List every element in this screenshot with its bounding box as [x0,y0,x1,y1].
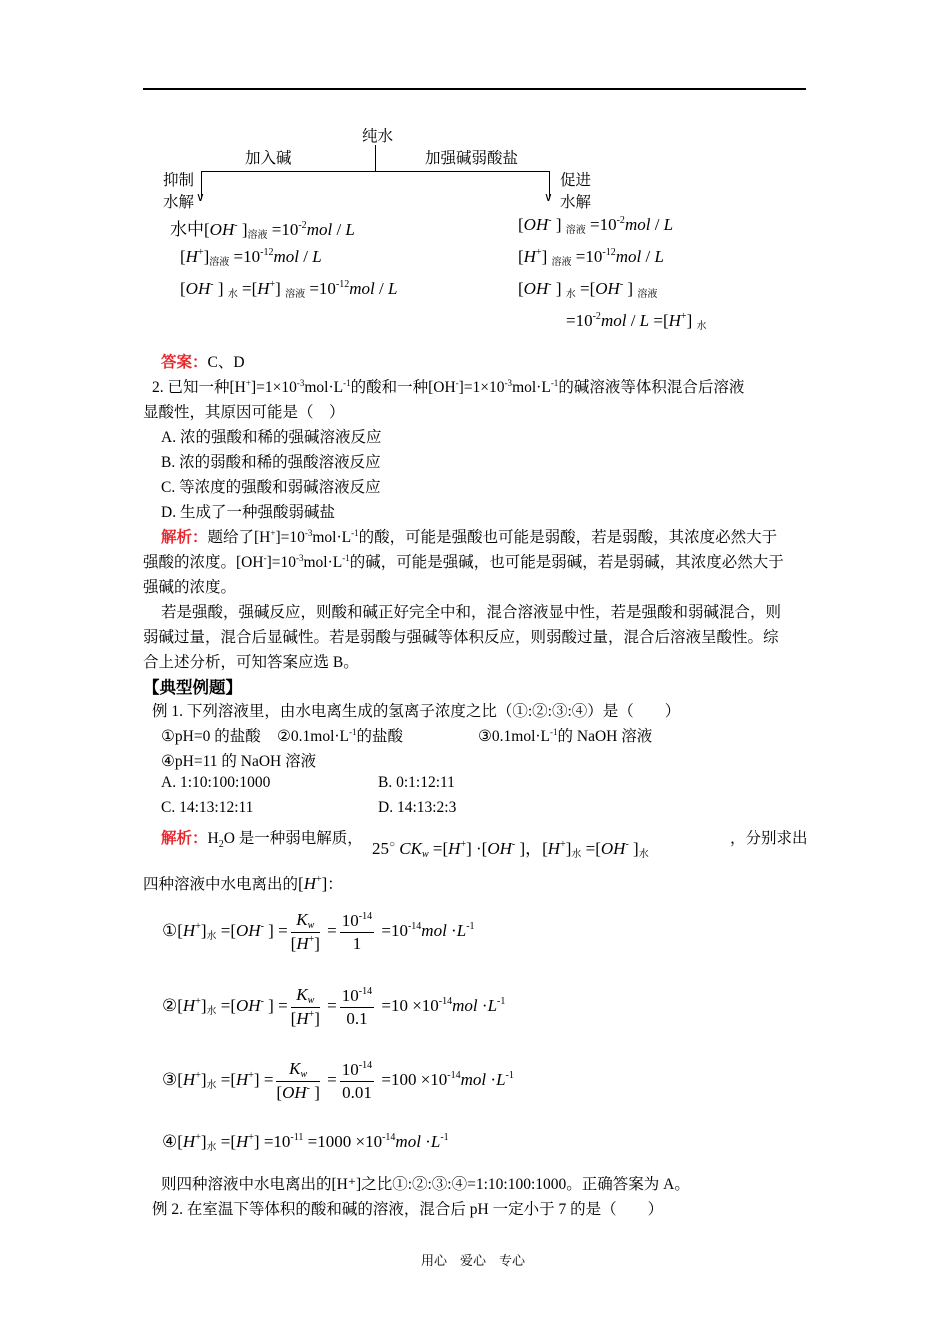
analysis-3-line-1: 解析：$H_2O$ 是一种弱电解质， [161,830,363,851]
right-arrow-label-2: 水解 [560,194,592,211]
analysis-3-tail: ，分别求出 [730,830,808,847]
example-1-solution-3: $③0.1mol\cdot L^{-1}$的 NaOH 溶液 [478,726,653,745]
right-arrow-icon: ∨ [544,190,553,204]
right-eq-4: $=10^{-2}mol / L =[H^+]$ $_水$ [566,311,707,332]
section-title: 【典型例题】 [143,678,242,697]
question-2-line-1: 2. 已知一种$[H^+]=1\times 10^{-3}mol\cdot L^{-1}$的酸和一种$[OH^-]=1\times 10^{-3}mol\cdot L^{-1}$的碱溶液等体积混合后溶液 [152,377,745,396]
equation-1: $①[H^+]_水 =[OH^-$ ] = $\frac{K_w}{[H^+]}$ = $\frac{10^{-14}}{1}$ $=10^{-14}mol \cdot L^{-1}$ [162,910,475,953]
right-branch-label: 加强碱弱酸盐 [425,150,519,167]
left-arrow-label-2: 水解 [163,194,195,211]
conclusion: 则四种溶液中水电离出的[H⁺]之比①:②:③:④=1:10:100:1000。正确答案为 A。 [161,1176,690,1193]
right-eq-1: [OH- ] $_{溶液} =10^{-2}mol / L$ [518,215,674,236]
example-1-solution-2: $②0.1mol\cdot L^{-1}$的盐酸 [277,726,404,745]
right-eq-2: [H+] $_{溶液} =10^{-12}mol / L$ [518,247,664,268]
right-eq-3: [OH- ] $_水$ =[OH- ] $_{溶液}$ [518,279,658,300]
example-1-solution-1: ①pH=0 的盐酸 [161,728,261,745]
left-arrow-icon: ∨ [196,190,205,204]
example-1-option-a: A. 1:10:100:1000 [161,774,271,791]
right-arrow-label-1: 促进 [560,172,592,189]
example-2-stem: 例 2. 在室温下等体积的酸和碱的溶液，混合后 pH 一定小于 7 的是（ ） [152,1201,664,1218]
analysis-2-line-1: 解析：题给了$[H^+]=10^{-3}mol\cdot L^{-1}$的酸，可能是强酸也可能是弱酸，若是弱酸，其浓度必然大于 [161,527,778,546]
example-1-option-b: B. 0:1:12:11 [378,774,455,791]
example-1-option-c: C. 14:13:12:11 [161,799,254,816]
example-1-stem: 例 1. 下列溶液里，由水电离生成的氢离子浓度之比（①:②:③:④）是（ ） [152,703,681,720]
left-branch-label: 加入碱 [245,150,292,167]
analysis-2-para-2-line-2: 弱碱过量，混合后显碱性。若是弱酸与强碱等体积反应，则弱酸过量，混合后溶液呈酸性。综 [143,629,779,646]
left-arrow-label-1: 抑制 [163,172,195,189]
option-d: D. 生成了一种强酸弱碱盐 [161,504,335,521]
analysis-3-line-2: 四种溶液中水电离出的[H+]： [143,874,343,893]
left-eq-2: $[H^+]_{溶液} =10^{-12}mol / L$ [180,247,322,268]
diagram-top-label: 纯水 [362,128,394,145]
left-eq-3: [OH- ] $_水$ =[H+] $_{溶液} =10^{-12}mol / L$ [180,279,398,300]
equation-3: $③[H^+]_水 =[H^+]$ = $\frac{K_w}{[OH^- ]}$ = $\frac{10^{-14}}{0.01}$ $=100 \times 10^{-14}mol \cdot L^{-1}$ [162,1059,514,1102]
analysis-2-para-2-line-3: 合上述分析，可知答案应选 B。 [143,654,359,671]
footer: 用心 爱心 专心 [421,1253,526,1268]
example-1-option-d: D. 14:13:2:3 [378,799,457,816]
analysis-2-para-2-line-1: 若是强酸，强碱反应，则酸和碱正好完全中和，混合溶液显中性，若是强酸和弱碱混合，则 [161,604,782,621]
left-eq-1: 水中[OH- ]$_{溶液} =10^{-2}mol / L$ [170,220,355,241]
kw-equation: 25○ $CK_w =[H^+] \cdot[OH^-$ ]，$[H^+]_水 =[OH^-$ ]$_水$ [372,839,649,860]
question-2-line-2: 显酸性，其原因可能是（ ） [143,404,345,421]
analysis-2-line-2: 强酸的浓度。$[OH^-]=10^{-3}mol\cdot L^{-1}$的碱，可能是强碱，也可能是弱碱，若是弱碱，其浓度必然大于 [143,552,784,571]
analysis-2-line-3: 强碱的浓度。 [143,579,237,596]
example-1-solution-4: ④pH=11 的 NaOH 溶液 [161,753,317,770]
option-c: C. 等浓度的强酸和弱碱溶液反应 [161,479,381,496]
option-b: B. 浓的弱酸和稀的强酸溶液反应 [161,454,381,471]
answer-1: 答案：C、D [161,354,245,371]
option-a: A. 浓的强酸和稀的强碱溶液反应 [161,429,382,446]
equation-2: $②[H^+]_水 =[OH^-$ ] = $\frac{K_w}{[H^+]}$ = $\frac{10^{-14}}{0.1}$ $=10 \times 10^{-14}mol \cdot L^{-1}$ [162,985,506,1028]
header-rule [143,88,806,90]
equation-4: $④[H^+]_水 =[H^+] =10^{-11} =1000 \times 10^{-14}mol \cdot L^{-1}$ [162,1132,449,1153]
